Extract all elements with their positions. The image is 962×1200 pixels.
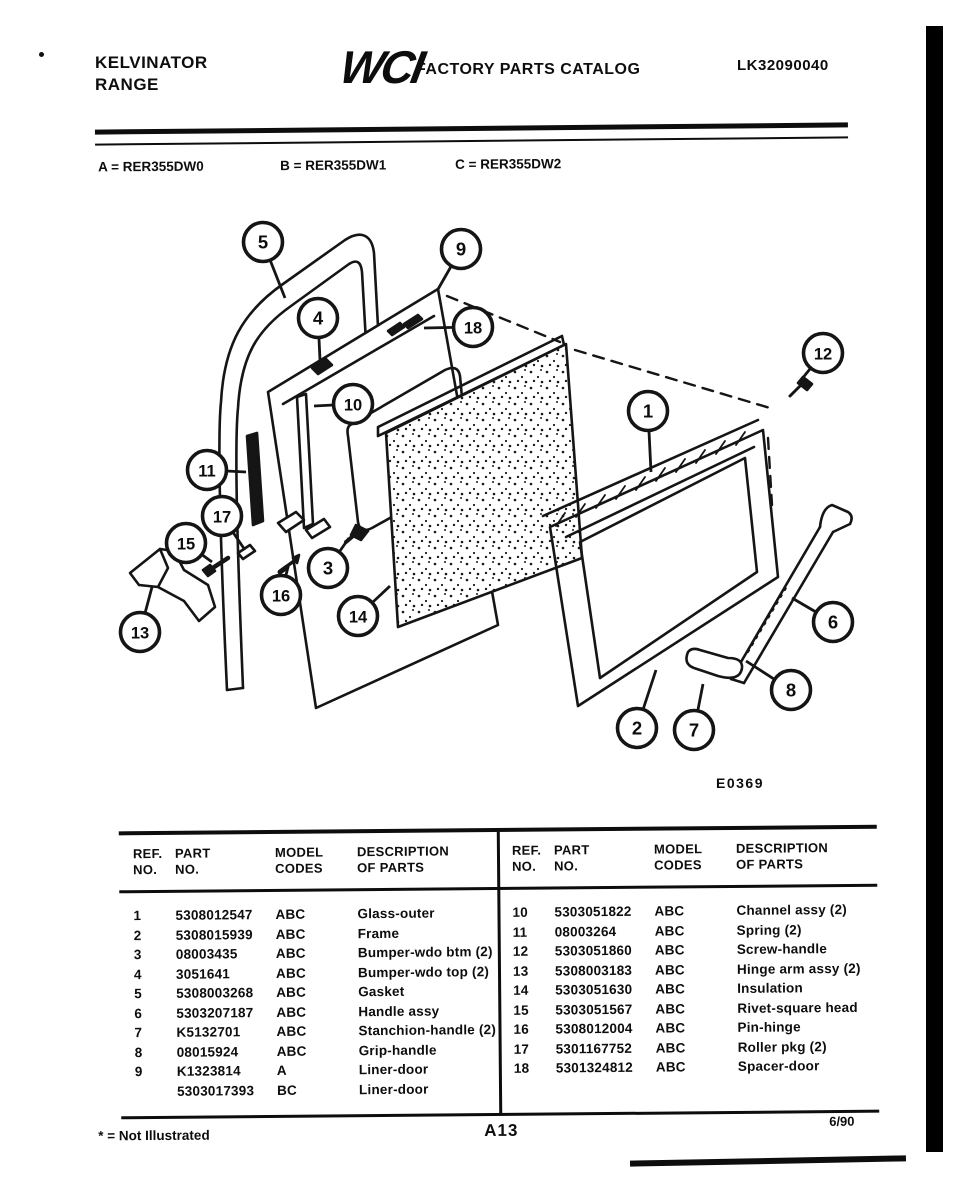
svg-text:8: 8 [785,679,797,701]
callout-13 [121,587,160,652]
cell-ref: 17 [513,1041,530,1057]
cell-part: 3051641 [175,965,231,982]
svg-text:6: 6 [827,611,839,633]
cell-part: 5308003268 [176,985,254,1001]
callout-15 [167,524,213,563]
cell-codes: ABC [276,1004,307,1020]
cell-part: 5303051860 [554,942,632,959]
cell-codes: ABC [654,903,685,919]
cell-part: 5301167752 [555,1040,633,1057]
cell-part: K5132701 [176,1024,241,1040]
svg-text:1: 1 [642,400,654,422]
col-description: DESCRIPTION OF PARTS [735,840,829,872]
cell-desc: Channel assy (2) [736,901,848,918]
part-stanchion [247,433,263,525]
svg-text:10: 10 [343,396,363,415]
cell-part: 5308012004 [555,1020,633,1037]
scan-bottom-line [630,1155,906,1166]
cell-codes: ABC [275,906,306,922]
cell-desc: Hinge arm assy (2) [736,960,861,977]
cell-codes: A [276,1062,287,1078]
parts-table [119,825,879,1120]
cell-ref: 1 [133,908,142,924]
cell-part: 5303017393 [176,1082,255,1099]
part-handle [731,505,852,683]
col-codes: MODEL CODES [653,841,703,873]
callout-1 [629,392,668,473]
cell-codes: BC [276,1082,297,1098]
part-grip-handle [686,649,742,678]
svg-text:17: 17 [212,508,232,527]
svg-text:16: 16 [271,587,291,606]
cell-ref: 7 [134,1025,143,1041]
cell-part: 5303051822 [554,903,632,920]
cell-part: K1323814 [176,1063,241,1079]
cell-desc: Insulation [737,980,803,996]
cell-part: 08003264 [554,923,617,940]
svg-text:18: 18 [463,319,483,338]
cell-ref: 18 [513,1060,530,1076]
svg-text:13: 13 [130,624,150,643]
cell-desc: Roller pkg (2) [737,1038,827,1055]
cell-codes: ABC [276,984,307,1000]
callout-6 [792,598,853,642]
cell-desc: Spring (2) [736,921,802,938]
cell-desc: Glass-outer [357,905,435,922]
left-table-rows [119,903,500,1101]
page-number: A13 [484,1120,519,1140]
table-row [500,1056,879,1079]
cell-ref: 2 [133,927,142,943]
cell-ref: 11 [512,924,528,940]
cell-ref: 12 [512,943,529,959]
cell-codes: ABC [654,942,685,958]
cell-desc: Frame [357,925,400,941]
catalog-title: FACTORY PARTS CATALOG [416,61,641,78]
svg-text:9: 9 [455,238,467,260]
cell-ref: 8 [134,1044,143,1060]
svg-text:3: 3 [322,557,334,579]
callout-7 [675,684,714,750]
cell-ref: 15 [513,1002,529,1018]
cell-desc: Liner-door [358,1061,429,1078]
cell-codes: ABC [655,1059,686,1075]
cell-desc: Rivet-square head [737,999,858,1016]
svg-text:5: 5 [257,231,269,253]
model-legend [95,155,795,175]
brand-name [95,52,208,96]
right-table-header [498,840,877,875]
exploded-door-diagram [0,188,962,813]
cell-desc: Gasket [358,983,405,1000]
document-number: LK32090040 [737,57,829,74]
callout-9 [437,230,481,292]
cell-part: 08003435 [175,946,238,962]
cell-ref: 4 [133,966,142,982]
cell-part: 5303051630 [555,981,633,998]
cell-desc: Handle assy [358,1003,440,1019]
model-b: B = RER355DW1 [280,157,387,174]
callout-4 [299,299,338,361]
cell-ref: 9 [134,1064,143,1080]
svg-text:4: 4 [312,307,324,329]
col-description: DESCRIPTION OF PARTS [356,843,450,876]
header-rule [95,122,848,145]
callout-17 [203,497,246,551]
cell-ref: 5 [134,986,142,1002]
cell-part: 5303051567 [555,1001,633,1018]
cell-desc: Pin-hinge [737,1019,801,1035]
cell-codes: ABC [276,1043,307,1059]
col-codes: MODEL CODES [274,844,324,876]
svg-text:11: 11 [198,462,216,481]
cell-desc: Grip-handle [358,1042,437,1058]
date-code: 6/90 [829,1113,855,1129]
callout-8 [746,661,811,710]
cell-part: 5303207187 [176,1004,254,1021]
cell-codes: ABC [275,945,306,961]
col-ref: REF. NO. [511,842,542,874]
col-ref: REF. NO. [132,845,163,878]
right-table-rows [498,900,879,1098]
cell-ref: 14 [513,982,529,998]
cell-part: 5308003183 [554,962,633,979]
svg-text:2: 2 [631,717,643,739]
cell-codes: ABC [275,965,306,981]
cell-ref: 6 [134,1005,143,1021]
cell-ref [135,1081,177,1101]
callout-2 [618,670,657,748]
wci-logo: WCI [336,41,427,93]
svg-text:12: 12 [813,345,833,364]
brand-line1: KELVINATOR [95,53,208,72]
cell-desc: Bumper-wdo btm (2) [357,944,493,961]
cell-part: 5308012547 [175,907,253,923]
col-part: PART NO. [174,845,211,877]
cell-desc: Stanchion-handle (2) [358,1022,497,1039]
svg-text:14: 14 [348,608,368,627]
cell-part: 5308015939 [175,926,253,943]
part-screw-15 [203,558,228,576]
not-illustrated-note: * = Not Illustrated [98,1127,210,1144]
cell-codes: ABC [655,1000,686,1017]
cell-ref: 3 [133,947,142,963]
cell-codes: ABC [655,981,686,997]
cell-desc: Spacer-door [737,1058,820,1074]
cell-desc: Screw-handle [736,941,828,957]
model-c: C = RER355DW2 [454,156,562,172]
cell-codes: ABC [275,926,306,942]
svg-text:15: 15 [176,535,196,554]
cell-ref: 10 [512,904,528,920]
scan-speck [39,52,44,57]
table-row [121,1078,500,1101]
part-pin-hinge [238,545,255,559]
cell-desc: Liner-door [358,1081,429,1097]
left-table-header [119,843,498,878]
cell-ref: 13 [512,963,529,979]
cell-codes: ABC [655,1039,686,1056]
cell-desc: Bumper-wdo top (2) [357,963,490,980]
brand-line2: RANGE [95,75,159,94]
cell-codes: ABC [655,1020,686,1036]
part-frame-glass [543,420,778,706]
cell-codes: ABC [654,922,685,939]
svg-text:7: 7 [688,719,700,741]
cell-codes: ABC [654,961,685,978]
scan-edge-bar [926,26,943,1152]
callout-12 [801,334,843,381]
part-hinge-arm [130,549,215,621]
cell-ref: 16 [513,1021,529,1037]
model-a: A = RER355DW0 [98,158,204,175]
col-part: PART NO. [553,842,590,874]
figure-code: E0369 [716,775,764,791]
cell-part: 08015924 [176,1043,239,1060]
cell-codes: ABC [276,1023,307,1039]
cell-part: 5301324812 [555,1059,633,1076]
